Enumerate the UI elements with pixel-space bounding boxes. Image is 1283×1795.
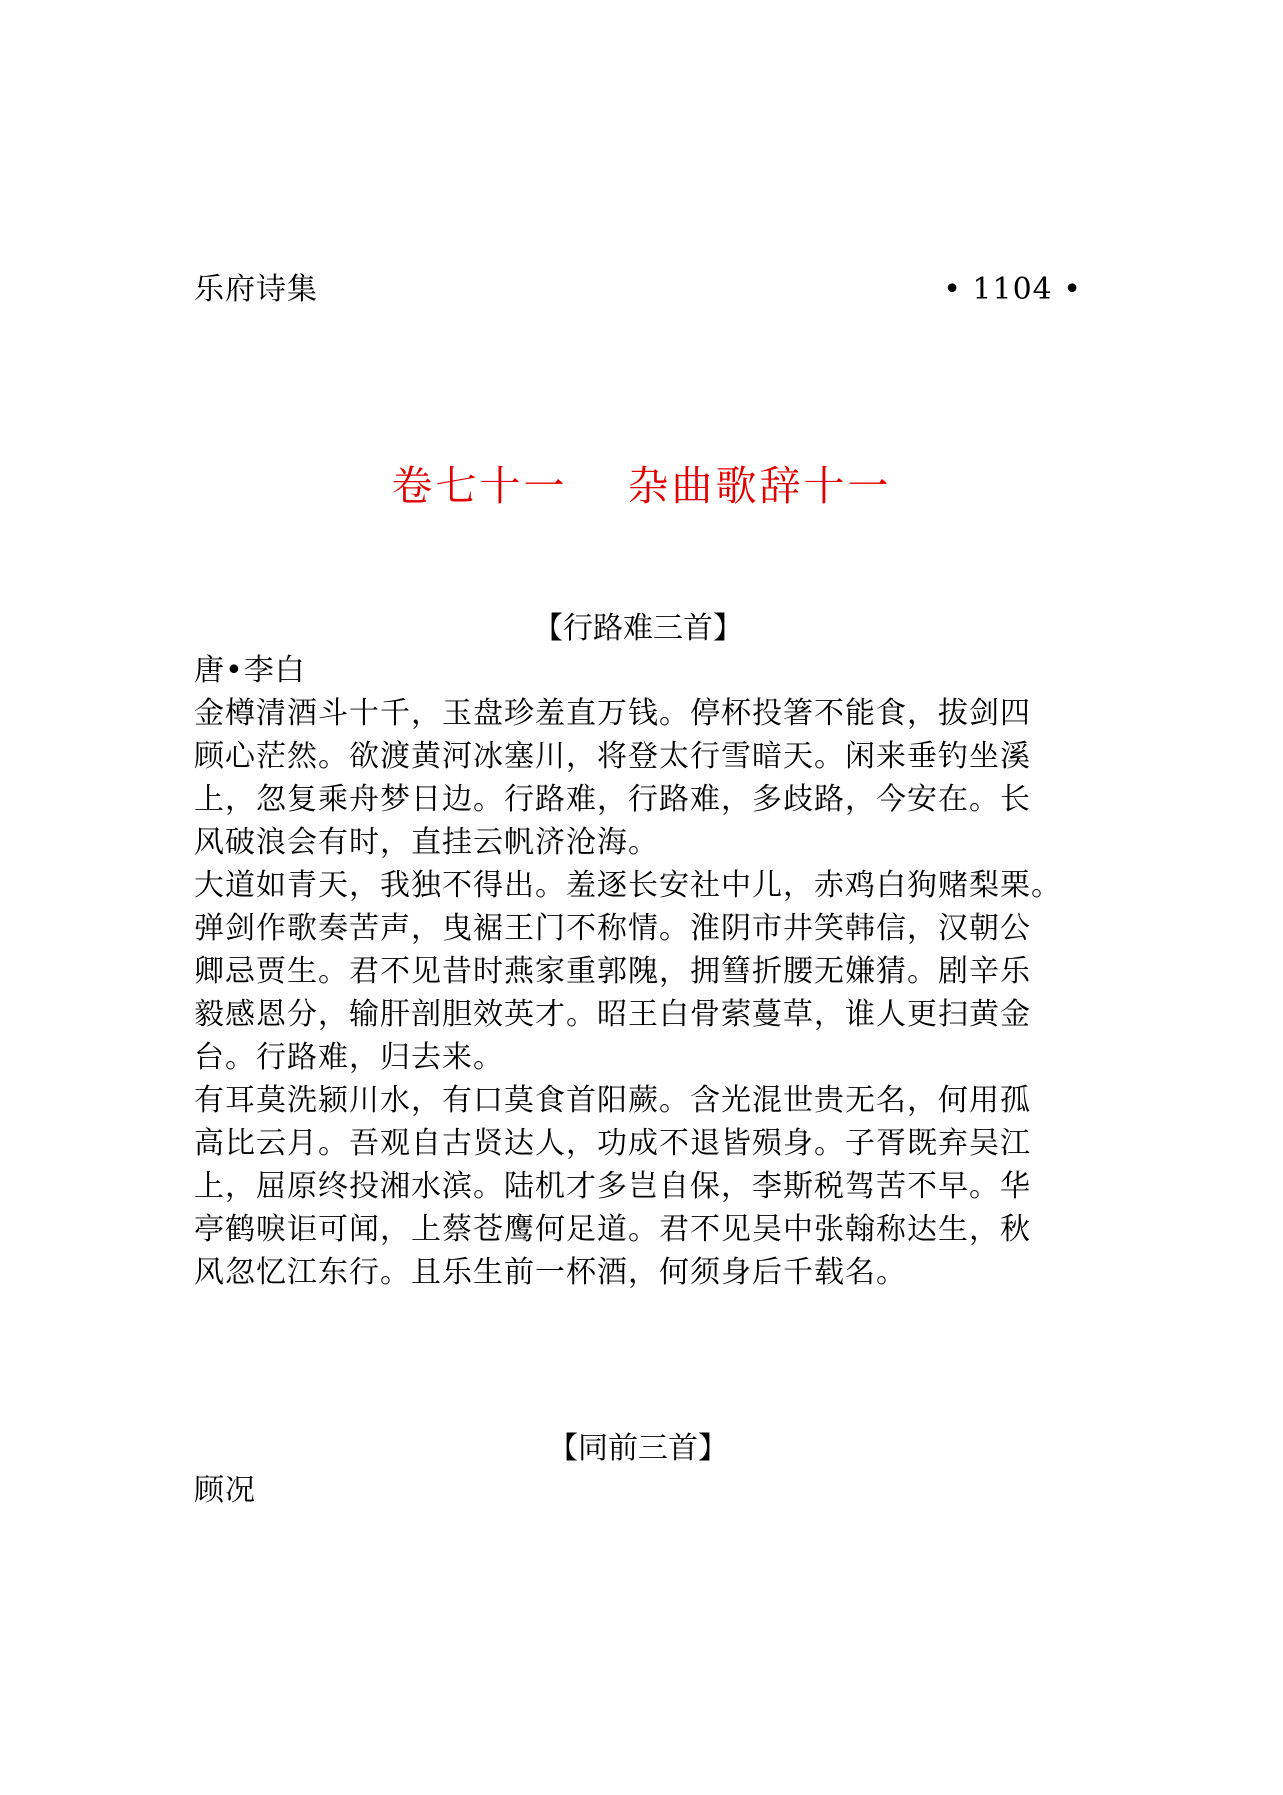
- poem-author: 唐•李白: [194, 653, 306, 688]
- poem-heading: 【行路难三首】: [533, 611, 743, 646]
- running-header: [194, 270, 1082, 310]
- poem-section: [194, 608, 1094, 1294]
- poem-line: 上，忽复乘舟梦日边。行路难，行路难，多歧路，今安在。长: [194, 782, 1031, 817]
- poem-body: [194, 692, 1094, 1294]
- poem-line: 顾心茫然。欲渡黄河冰塞川，将登太行雪暗天。闲来垂钓坐溪: [194, 739, 1031, 774]
- page-number: • 1104 •: [943, 272, 1082, 307]
- poem-line: 风忽忆江东行。且乐生前一杯酒，何须身后千载名。: [194, 1255, 907, 1290]
- poem-line: 卿忌贾生。君不见昔时燕家重郭隗，拥篲折腰无嫌猜。剧辛乐: [194, 954, 1031, 989]
- poem-line: 大道如青天，我独不得出。羞逐长安社中儿，赤鸡白狗赌梨栗。: [194, 868, 1062, 903]
- poem-line: 亭鹤唳讵可闻，上蔡苍鹰何足道。君不见吴中张翰称达生，秋: [194, 1212, 1031, 1247]
- poem-line: 弹剑作歌奏苦声，曳裾王门不称情。淮阴市井笑韩信，汉朝公: [194, 911, 1031, 946]
- poem-heading: 【同前三首】: [548, 1431, 728, 1466]
- poem-line: 上，屈原终投湘水滨。陆机才多岂自保，李斯税驾苦不早。华: [194, 1169, 1031, 1204]
- poem-section: [194, 1428, 1094, 1512]
- poem-line: 风破浪会有时，直挂云帆济沧海。: [194, 825, 659, 860]
- book-title: 乐府诗集: [194, 272, 318, 307]
- chapter-title: 卷七十一 杂曲歌辞十一: [391, 462, 892, 510]
- poem-line: 金樽清酒斗十千，玉盘珍羞直万钱。停杯投箸不能食，拔剑四: [194, 696, 1031, 731]
- poem-author: 顾况: [194, 1473, 256, 1508]
- poem-line: 台。行路难，归去来。: [194, 1040, 504, 1075]
- poem-line: 毅感恩分，输肝剖胆效英才。昭王白骨萦蔓草，谁人更扫黄金: [194, 997, 1031, 1032]
- poem-line: 有耳莫洗颍川水，有口莫食首阳蕨。含光混世贵无名，何用孤: [194, 1083, 1031, 1118]
- poem-line: 高比云月。吾观自古贤达人，功成不退皆殒身。子胥既弃吴江: [194, 1126, 1031, 1161]
